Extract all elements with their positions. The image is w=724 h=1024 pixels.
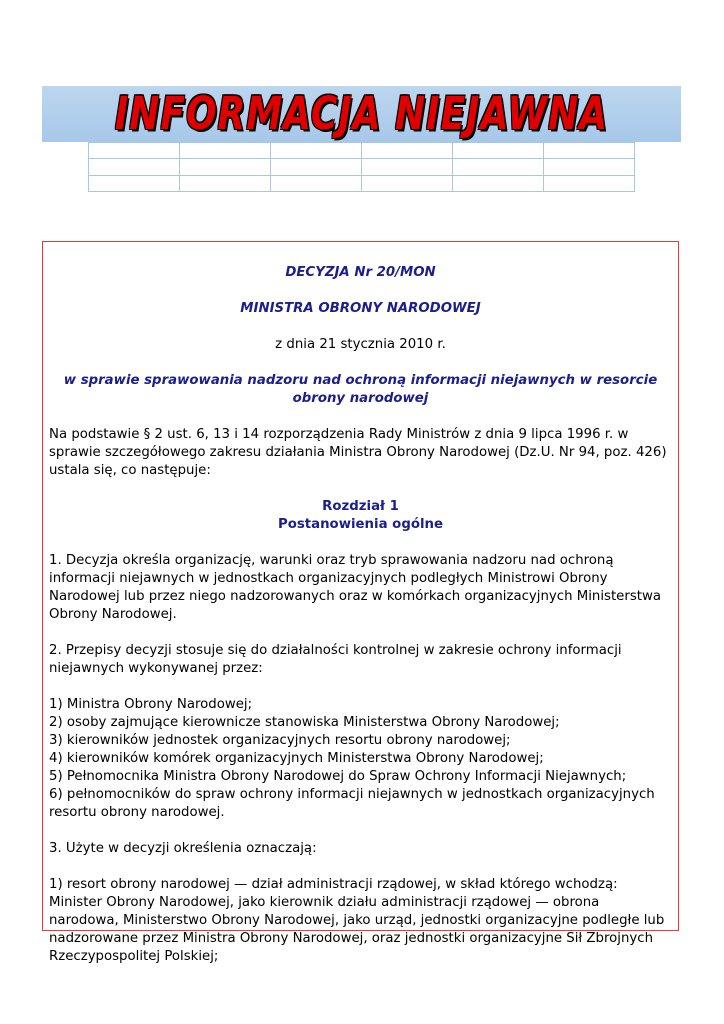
grid-cell <box>544 175 635 191</box>
classification-banner <box>42 86 681 142</box>
chapter-subtitle: Postanowienia ogólne <box>277 517 444 532</box>
minister-heading: MINISTRA OBRONY NARODOWEJ <box>240 301 481 316</box>
grid-cell <box>453 143 544 159</box>
list-item: 3) kierowników jednostek organizacyjnych resortu obrony narodowej; <box>49 733 511 748</box>
grid-cell <box>89 159 180 175</box>
grid-cell <box>271 143 362 159</box>
decision-subject: w sprawie sprawowania nadzoru nad ochroną informacji niejawnych w resorcie obrony narodowej <box>63 373 658 406</box>
paragraph-2: 2. Przepisy decyzji stosuje się do działalności kontrolnej w zakresie ochrony informacji niejawnych wykonywanej przez: <box>49 643 622 676</box>
list-item: 5) Pełnomocnika Ministra Obrony Narodowej do Spraw Ochrony Informacji Niejawnych; <box>49 769 627 784</box>
list-item: 4) kierowników komórek organizacyjnych Ministerstwa Obrony Narodowej; <box>49 751 544 766</box>
list-item: 2) osoby zajmujące kierownicze stanowiska Ministerstwa Obrony Narodowej; <box>49 715 560 730</box>
grid-row <box>89 175 635 191</box>
list-item: 1) Ministra Obrony Narodowej; <box>49 697 253 712</box>
chapter-title: Rozdział 1 <box>322 499 399 514</box>
banner-title: INFORMACJA NIEJAWNA <box>114 88 609 140</box>
grid-cell <box>271 175 362 191</box>
grid-row <box>89 159 635 175</box>
grid-cell <box>271 159 362 175</box>
grid-cell <box>362 143 453 159</box>
grid-cell <box>180 159 271 175</box>
grid-cell <box>544 159 635 175</box>
grid-cell <box>362 175 453 191</box>
header-grid <box>88 142 635 192</box>
paragraph-3: 3. Użyte w decyzji określenia oznaczają: <box>49 841 317 856</box>
grid-row <box>89 143 635 159</box>
paragraph-3-item-1: 1) resort obrony narodowej — dział administracji rządowej, w skład którego wchodzą: Minister Obrony Narodowej, jako kierownik działu administracji rządowej — obrona narodowa, Ministerstwo Obrony Narodowej, jako urząd, jednostki organizacyjne podległe lub nadzorowane przez Ministra Obrony Narodowej, oraz jednostki organizacyjne Sił Zbrojnych Rzeczypospolitej Polskiej; <box>49 877 665 964</box>
grid-cell <box>89 143 180 159</box>
grid-cell <box>362 159 453 175</box>
paragraph-2-list <box>49 696 672 822</box>
grid-cell <box>453 159 544 175</box>
list-item: 6) pełnomocników do spraw ochrony informacji niejawnych w jednostkach organizacyjnych resortu obrony narodowej. <box>49 787 655 820</box>
grid-cell <box>180 175 271 191</box>
paragraph-1: 1. Decyzja określa organizację, warunki oraz tryb sprawowania nadzoru nad ochroną informacji niejawnych w jednostkach organizacyjnych podległych Ministrowi Obrony Narodowej lub przez niego nadzorowanych oraz w komórkach organizacyjnych Ministerstwa Obrony Narodowej. <box>49 553 661 622</box>
grid-cell <box>180 143 271 159</box>
decision-date: z dnia 21 stycznia 2010 r. <box>275 337 446 352</box>
document-frame <box>42 241 679 964</box>
preamble: Na podstawie § 2 ust. 6, 13 i 14 rozporządzenia Rady Ministrów z dnia 9 lipca 1996 r. w sprawie szczegółowego zakresu działania Ministra Obrony Narodowej (Dz.U. Nr 94, poz. 426) ustala się, co następuje: <box>49 427 667 478</box>
grid-cell <box>544 143 635 159</box>
grid-cell <box>89 175 180 191</box>
grid-cell <box>453 175 544 191</box>
decision-heading: DECYZJA Nr 20/MON <box>285 265 436 280</box>
